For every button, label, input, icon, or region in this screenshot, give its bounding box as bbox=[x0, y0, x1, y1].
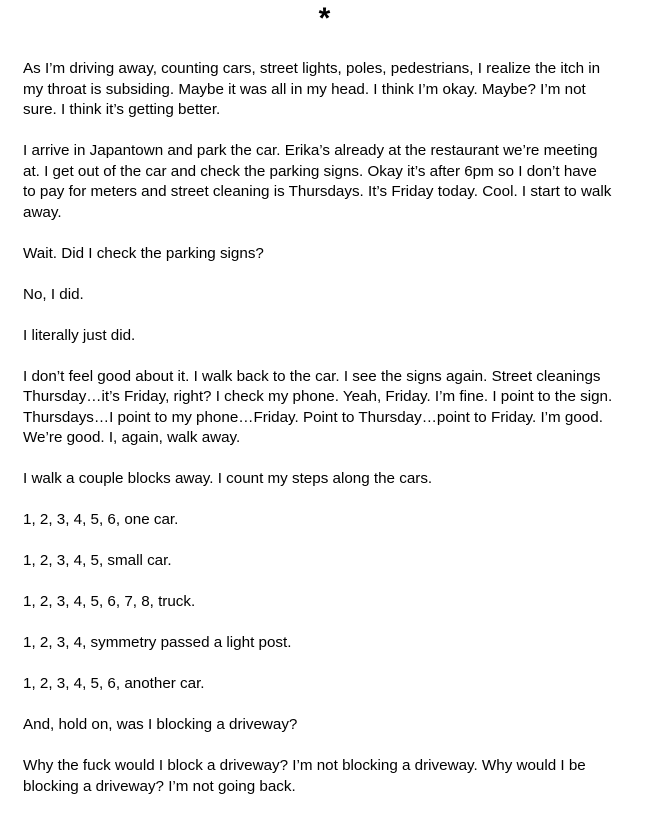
paragraph-literally-just-did: I literally just did. bbox=[23, 326, 136, 344]
paragraph-check-signs-question: Wait. Did I check the parking signs? bbox=[23, 244, 264, 262]
paragraph-count-small-car: 1, 2, 3, 4, 5, small car. bbox=[23, 552, 172, 569]
paragraph-count-another-car: 1, 2, 3, 4, 5, 6, another car. bbox=[23, 675, 205, 692]
paragraph-count-steps: I walk a couple blocks away. I count my steps along the cars. bbox=[23, 470, 433, 487]
paragraph-driving-away: As I’m driving away, counting cars, street lights, poles, pedestrians, I realize the itch in my throat is subsiding. Maybe it was all in my head. I think I’m okay. Maybe? I’m not sure. I think it’s getting better. bbox=[23, 60, 601, 118]
paragraph-blocking-driveway-question: And, hold on, was I blocking a driveway? bbox=[23, 716, 298, 733]
paragraph-count-one-car: 1, 2, 3, 4, 5, 6, one car. bbox=[23, 511, 179, 528]
section-break-asterisk: * bbox=[318, 2, 331, 35]
paragraph-walk-back: I don’t feel good about it. I walk back to the car. I see the signs again. Street cleanings Thursday…it’s Friday, right? I check my phone. Yeah, Friday. I’m fine. I point to the sign. Thursdays…I point to my phone…Friday. Point to Thursday…point to Friday. I’m good. We’re good. I, again, walk away. bbox=[23, 367, 613, 446]
paragraph-no-i-did: No, I did. bbox=[23, 285, 84, 303]
paragraph-count-truck: 1, 2, 3, 4, 5, 6, 7, 8, truck. bbox=[23, 593, 196, 610]
paragraph-arrive-japantown: I arrive in Japantown and park the car. Erika’s already at the restaurant we’re meeting at. I get out of the car and check the parking signs. Okay it’s after 6pm so I don’t have to pay for meters and street cleaning is Thursdays. It’s Friday today. Cool. I start to walk away. bbox=[23, 142, 612, 221]
paragraph-not-going-back: Why the fuck would I block a driveway? I’m not blocking a driveway. Why would I be blocking a driveway? I’m not going back. bbox=[23, 757, 586, 795]
paragraph-count-light-post: 1, 2, 3, 4, symmetry passed a light post. bbox=[23, 634, 292, 651]
document-body bbox=[23, 59, 613, 818]
